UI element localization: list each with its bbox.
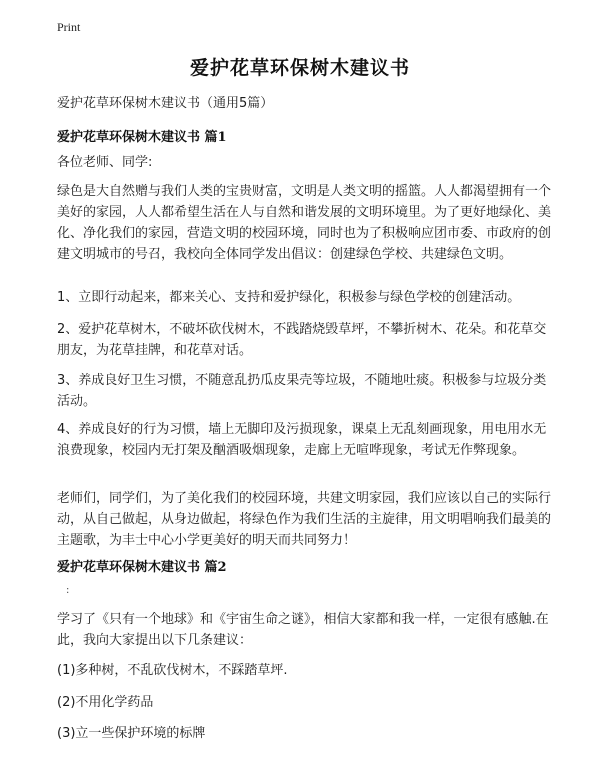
section-1-heading: 爱护花草环保树木建议书 篇1 bbox=[57, 130, 227, 145]
print-label: Print bbox=[57, 20, 81, 34]
section-2-intro: 学习了《只有一个地球》和《宇宙生命之谜》，相信大家都和我一样，一定很有感触.在此，我向大家提出以下几条建议： bbox=[57, 612, 549, 648]
section-1-intro: 绿色是大自然赠与我们人类的宝贵财富，文明是人类文明的摇篮。人人都渴望拥有一个美好的家园，人人都希望生活在人与自然和谐发展的文明环境里。为了更好地绿化、美化、净化我们的家园，营造文明的校园环境，同时也为了积极响应团市委、市政府的创建文明城市的号召，我校向全体同学发出倡议：创建绿色学校、共建绿色文明。 bbox=[57, 184, 552, 262]
list-item: (1)多种树，不乱砍伐树木，不踩踏草坪. bbox=[57, 663, 288, 678]
document-subtitle: 爱护花草环保树木建议书（通用5篇） bbox=[57, 96, 274, 111]
list-item: (2)不用化学药品 bbox=[57, 695, 154, 710]
list-item: 4、养成良好的行为习惯，墙上无脚印及污损现象，课桌上无乱刻画现象，用电用水无浪费现象，校园内无打架及酗酒吸烟现象，走廊上无喧哗现象，考试无作弊现象。 bbox=[57, 422, 547, 458]
list-item: (3)立一些保护环境的标牌 bbox=[57, 726, 206, 741]
list-item: 1、立即行动起来，都来关心、支持和爱护绿化，积极参与绿色学校的创建活动。 bbox=[57, 290, 521, 305]
greeting: 各位老师、同学: bbox=[57, 155, 153, 170]
section-2-heading: 爱护花草环保树木建议书 篇2 bbox=[57, 560, 227, 575]
list-item: 3、养成良好卫生习惯，不随意乱扔瓜皮果壳等垃圾，不随地吐痰。积极参与垃圾分类活动。 bbox=[57, 373, 547, 409]
list-item: 2、爱护花草树木，不破坏砍伐树木，不践踏烧毁草坪，不攀折树木、花朵。和花草交朋友，为花草挂牌，和花草对话。 bbox=[57, 322, 547, 358]
section-2-marker: : bbox=[66, 585, 70, 596]
section-1-closing: 老师们，同学们，为了美化我们的校园环境，共建文明家园，我们应该以自己的实际行动，从自己做起，从身边做起，将绿色作为我们生活的主旋律，用文明唱响我们最美的主题歌，为丰士中心小学更美好的明天而共同努力！ bbox=[57, 491, 552, 548]
document-title: 爱护花草环保树木建议书 bbox=[189, 57, 410, 79]
